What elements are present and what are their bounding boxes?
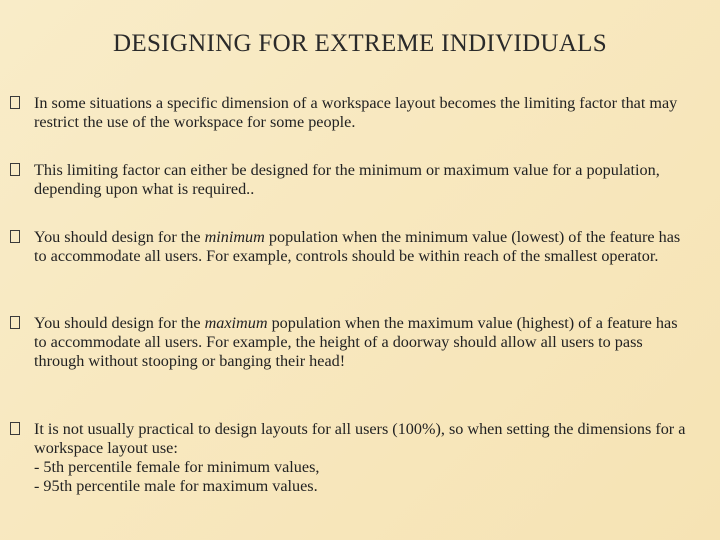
square-bullet-icon xyxy=(10,316,20,329)
bullet-text: It is not usually practical to design layouts for all users (100%), so when setting the dimensions for a workspace layout use: - 5th percentile female for minimum values, - 95th percentile male for maximum values. xyxy=(34,420,686,495)
slide-title: DESIGNING FOR EXTREME INDIVIDUALS xyxy=(113,30,607,57)
bullet-text xyxy=(34,228,694,266)
bullet-text-start: You should design for the xyxy=(34,314,205,332)
bullet-text-end: population when the maximum value (highest) of a feature has to accommodate all users. For example, the height of a doorway should allow all users to pass through without stooping or banging their head! xyxy=(34,314,678,370)
square-bullet-icon xyxy=(10,163,20,176)
bullet-text: This limiting factor can either be designed for the minimum or maximum value for a population, depending upon what is required.. xyxy=(34,161,660,198)
bullet-text-end: population when the minimum value (lowest) of the feature has to accommodate all users. For example, controls should be within reach of the smallest operator. xyxy=(34,228,681,265)
bullet-emphasis: maximum xyxy=(204,314,268,332)
bullet-text xyxy=(34,314,694,371)
bullet-text: In some situations a specific dimension of a workspace layout becomes the limiting factor that may restrict the use of the workspace for some people. xyxy=(34,94,678,131)
bullet-emphasis: minimum xyxy=(204,228,265,246)
bullet-text-start: You should design for the xyxy=(34,228,205,246)
square-bullet-icon xyxy=(10,96,20,109)
square-bullet-icon xyxy=(10,422,20,435)
square-bullet-icon xyxy=(10,230,20,243)
